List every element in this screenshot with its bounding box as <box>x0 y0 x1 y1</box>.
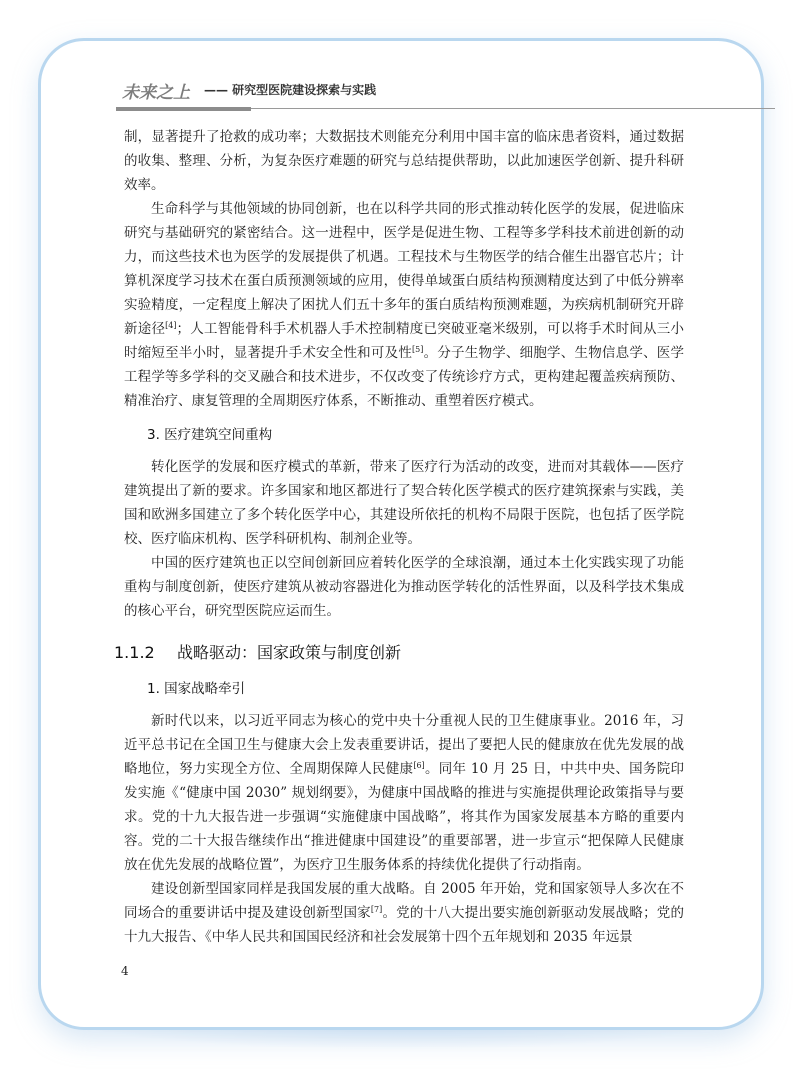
subsection-heading-1: 1. 国家战略牵引 <box>147 681 246 697</box>
paragraph-5-text-a: 新时代以来，以习近平同志为核心的党中央十分重视人民的卫生健康事业。2016 年，习近平总书记在全国卫生与健康大会上发表重要讲话，提出了要把人民的健康放在优先发展的战略地位，努力实现全方位、全周期保障人民健康 <box>124 713 684 777</box>
paragraph-4: 中国的医疗建筑也正以空间创新回应着转化医学的全球浪潮，通过本土化实践实现了功能重构与制度创新，使医疗建筑从被动容器进化为推动医学转化的活性界面，以及科学技术集成的核心平台，研究型医院应运而生。 <box>124 555 684 619</box>
header-brand: 未来之上 <box>122 83 190 103</box>
running-header <box>72 78 772 114</box>
paragraph-2-text-c: 。分子生物学、细胞学、生物信息学、医学工程学等多学科的交叉融合和技术进步，不仅改变了传统诊疗方式，更构建起覆盖疾病预防、精准治疗、康复管理的全周期医疗体系，不断推动、重塑着医疗模式。 <box>124 345 685 409</box>
page-number: 4 <box>121 964 129 978</box>
header-subtitle: —— 研究型医院建设探索与实践 <box>204 83 377 97</box>
page-body <box>114 125 685 949</box>
paragraph-5 <box>124 709 684 877</box>
citation-7: [7] <box>370 905 383 914</box>
paragraph-2-text-b: ；人工智能骨科手术机器人手术控制精度已突破亚毫米级别，可以将手术时间从三小时缩短至半小时，显著提升手术安全性和可及性 <box>124 321 685 361</box>
header-rule <box>251 108 775 109</box>
section-number: 1.1.2 <box>114 643 155 662</box>
paragraph-3: 转化医学的发展和医疗模式的革新，带来了医疗行为活动的改变，进而对其载体——医疗建筑提出了新的要求。许多国家和地区都进行了契合转化医学模式的医疗建筑探索与实践，美国和欧洲多国建立了多个转化医学中心，其建设所依托的机构不局限于医院，也包括了医学院校、医疗临床机构、医学科研机构、制剂企业等。 <box>124 459 684 547</box>
paragraph-2-text-a: 生命科学与其他领域的协同创新，也在以科学共同的形式推动转化医学的发展，促进临床研究与基础研究的紧密结合。这一进程中，医学是促进生物、工程等多学科技术前进创新的动力，而这些技术也为医学的发展提供了机遇。工程技术与生物医学的结合催生出器官芯片；计算机深度学习技术在蛋白质预测领域的应用，使得单域蛋白质结构预测精度达到了中低分辨率实验精度，一定程度上解决了困扰人们五十多年的蛋白质结构预测难题，为疾病机制研究开辟新途径 <box>124 201 684 337</box>
citation-4: [4] <box>165 321 177 330</box>
citation-5: [5] <box>412 345 424 354</box>
subsection-heading-3: 3. 医疗建筑空间重构 <box>147 427 273 443</box>
paragraph-6-text-b: 。党的十八大提出要实施创新驱动发展战略；党的十九大报告、《中华人民共和国国民经济和社会发展第十四个五年规划和 2035 年远景 <box>124 905 685 945</box>
paragraph-6-text-a: 建设创新型国家同样是我国发展的重大战略。自 2005 年开始，党和国家领导人多次在不同场合的重要讲话中提及建设创新型国家 <box>124 881 684 921</box>
paragraph-1: 制，显著提升了抢救的成功率；大数据技术则能充分利用中国丰富的临床患者资料，通过数据的收集、整理、分析，为复杂医疗难题的研究与总结提供帮助，以此加速医学创新、提升科研效率。 <box>124 129 684 193</box>
section-title: 战略驱动：国家政策与制度创新 <box>177 643 402 662</box>
section-heading-1-1-2 <box>114 641 684 665</box>
citation-6: [6] <box>413 761 425 770</box>
paragraph-2 <box>124 197 684 413</box>
header-bar <box>116 107 251 111</box>
paragraph-5-text-b: 。同年 10 月 25 日，中共中央、国务院印发实施《“健康中国 2030” 规划纲要》，为健康中国战略的推进与实施提供理论政策指导与要求。党的十九大报告进一步强调“实施健康中国战略”，将其作为国家发展基本方略的重要内容。党的二十大报告继续作出“推进健康中国建设”的重要部署，进一步宣示“把保障人民健康放在优先发展的战略位置”，为医疗卫生服务体系的持续优化提供了行动指南。 <box>124 761 684 873</box>
paragraph-6 <box>124 877 684 949</box>
